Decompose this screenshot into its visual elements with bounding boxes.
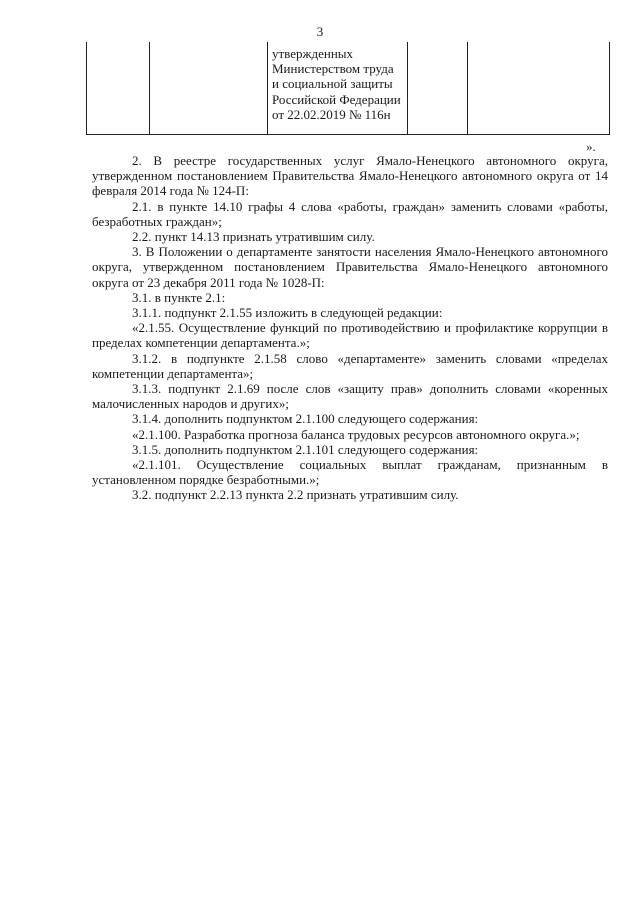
- table-cell: [268, 42, 408, 135]
- table-cell: [408, 42, 468, 135]
- table-row: [87, 42, 610, 135]
- table-cell: [150, 42, 268, 135]
- document-body: [92, 153, 608, 503]
- paragraph-3-1-4: 3.1.4. дополнить подпунктом 2.1.100 следующего содержания:: [132, 411, 479, 427]
- paragraph-3-1: 3.1. в пункте 2.1:: [132, 289, 226, 305]
- paragraph-3-1-5: 3.1.5. дополнить подпунктом 2.1.101 следующего содержания:: [132, 441, 479, 457]
- paragraph-3-1-2: 3.1.2. в подпункте 2.1.58 слово «департаменте» заменить словами «пределах компетенции департамента»;: [92, 350, 608, 381]
- quote-2-1-100: «2.1.100. Разработка прогноза баланса трудовых ресурсов автономного округа.»;: [132, 426, 580, 442]
- table-cell: [468, 42, 610, 135]
- paragraph-3: 3. В Положении о департаменте занятости населения Ямало-Ненецкого автономного округа, утвержденном постановлением Правительства Ямало-Ненецкого автономного округа от 23 декабря 2011 года № 1028-П:: [92, 244, 608, 290]
- table-cell-text: утвержденных Министерством труда и социальной защиты Российской Федерации от 22.02.2019 № 116н: [272, 46, 401, 122]
- continuation-table: [86, 42, 610, 135]
- quote-2-1-101: «2.1.101. Осуществление социальных выплат гражданам, признанным в установленном порядке безработными.»;: [92, 457, 608, 488]
- paragraph-3-1-3: 3.1.3. подпункт 2.1.69 после слов «защиту прав» дополнить словами «коренных малочисленных народов и других»;: [92, 381, 608, 412]
- page-number: 3: [316, 24, 324, 39]
- table-cell: [87, 42, 150, 135]
- paragraph-2-1: 2.1. в пункте 14.10 графы 4 слова «работы, граждан» заменить словами «работы, безработных граждан»;: [92, 198, 608, 229]
- quote-2-1-55: «2.1.55. Осуществление функций по противодействию и профилактике коррупции в пределах компетенции департамента.»;: [92, 320, 608, 351]
- paragraph-3-2: 3.2. подпункт 2.2.13 пункта 2.2 признать утратившим силу.: [132, 487, 459, 503]
- paragraph-2-2: 2.2. пункт 14.13 признать утратившим силу.: [132, 229, 375, 245]
- paragraph-2: 2. В реестре государственных услуг Ямало-Ненецкого автономного округа, утвержденном постановлением Правительства Ямало-Ненецкого автономного округа от 14 февраля 2014 года № 124-П:: [92, 153, 608, 199]
- closing-quote: ».: [586, 139, 596, 154]
- paragraph-3-1-1: 3.1.1. подпункт 2.1.55 изложить в следующей редакции:: [132, 305, 443, 321]
